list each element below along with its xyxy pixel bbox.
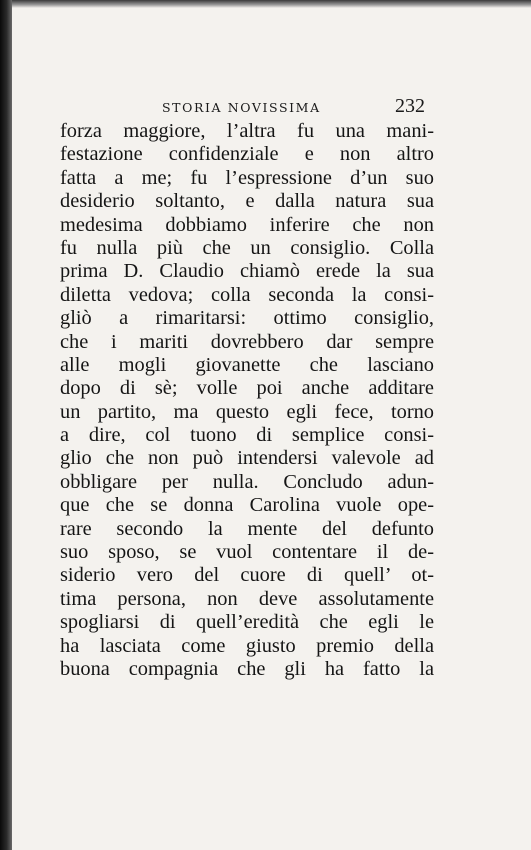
text-line: buona compagnia che gli ha fatto la xyxy=(60,657,434,680)
running-head xyxy=(12,96,531,118)
running-title: STORIA NOVISSIMA xyxy=(162,100,321,115)
book-spine-shadow xyxy=(0,0,12,850)
text-line: fu nulla più che un consiglio. Colla xyxy=(60,236,434,259)
text-line: rare secondo la mente del defunto xyxy=(60,517,434,540)
book-page xyxy=(12,0,531,850)
text-line: prima D. Claudio chiamò erede la sua xyxy=(60,260,434,283)
text-line: che i mariti dovrebbero dar sempre xyxy=(60,330,434,353)
text-line: a dire, col tuono di semplice consi- xyxy=(60,424,434,447)
text-line: un partito, ma questo egli fece, torno xyxy=(60,400,434,423)
page-number: 232 xyxy=(395,95,425,117)
text-line: alle mogli giovanette che lasciano xyxy=(60,353,434,376)
text-line: desiderio soltanto, e dalla natura sua xyxy=(60,190,434,213)
text-line: glio che non può intendersi valevole ad xyxy=(60,447,434,470)
text-line: fatta a me; fu l’espressione d’un suo xyxy=(60,166,434,189)
text-line: siderio vero del cuore di quell’ ot- xyxy=(60,564,434,587)
page-top-edge xyxy=(12,0,531,8)
text-line: spogliarsi di quell’eredità che egli le xyxy=(60,611,434,634)
text-line: gliò a rimaritarsi: ottimo consiglio, xyxy=(60,307,434,330)
text-line: dopo di sè; volle poi anche additare xyxy=(60,377,434,400)
text-line: obbligare per nulla. Concludo adun- xyxy=(60,470,434,493)
body-text xyxy=(60,120,434,681)
text-line: festazione confidenziale e non altro xyxy=(60,143,434,166)
text-line: suo sposo, se vuol contentare il de- xyxy=(60,541,434,564)
text-line: ha lasciata come giusto premio della xyxy=(60,634,434,657)
text-line: forza maggiore, l’altra fu una mani- xyxy=(60,120,434,142)
text-line: diletta vedova; colla seconda la consi- xyxy=(60,283,434,306)
text-line: que che se donna Carolina vuole ope- xyxy=(60,494,434,517)
text-line: medesima dobbiamo inferire che non xyxy=(60,213,434,236)
text-line: tima persona, non deve assolutamente xyxy=(60,587,434,610)
